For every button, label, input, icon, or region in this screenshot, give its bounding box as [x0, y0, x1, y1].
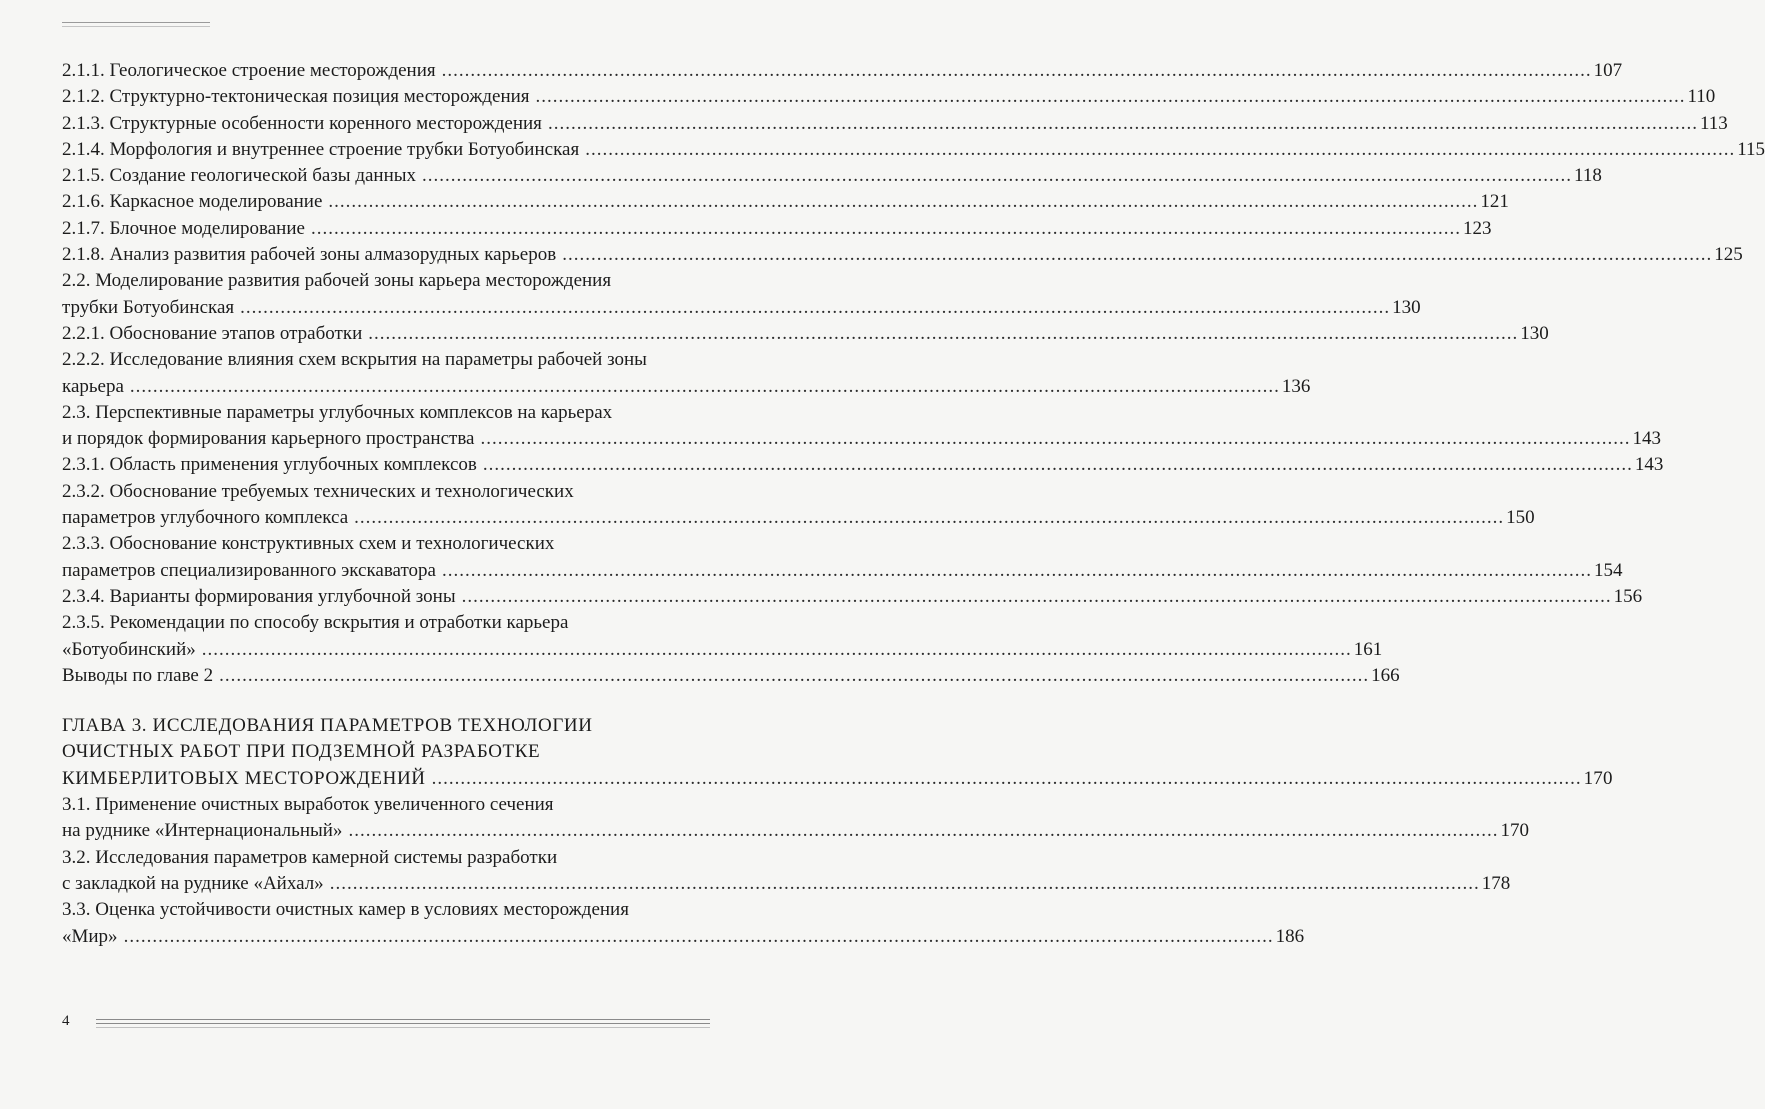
- toc-entry-title-line1: 2.2. Моделирование развития рабочей зоны карьера месторождения: [62, 270, 612, 292]
- toc-entry-title: 2.2.1. Обоснование этапов отработки: [62, 322, 363, 344]
- toc-entry-page: 143: [1634, 454, 1664, 476]
- toc-entry-title-line1: 3.3. Оценка устойчивости очистных камер в условиях месторождения: [62, 899, 629, 921]
- dot-leader: ........................................................................................................................................................................................................: [329, 872, 1480, 894]
- toc-entry[interactable]: [62, 58, 1623, 84]
- dot-leader: ........................................................................................................................................................................................................: [441, 60, 1592, 81]
- toc-entry-page: 118: [1574, 165, 1602, 187]
- toc-entry-title: с закладкой на руднике «Айхал»: [62, 872, 324, 894]
- table-of-contents: [62, 58, 1765, 950]
- dot-leader: ........................................................................................................................................................................................................: [310, 217, 1461, 239]
- toc-entry-title: 2.1.6. Каркасное моделирование: [62, 191, 323, 213]
- dot-leader: ........................................................................................................................................................................................................: [129, 375, 1280, 397]
- dot-leader: ........................................................................................................................................................................................................: [585, 138, 1736, 160]
- footer-rule: [96, 1019, 710, 1020]
- dot-leader: ........................................................................................................................................................................................................: [240, 296, 1391, 318]
- footer-rule: [96, 1027, 710, 1028]
- toc-entry-page: 161: [1353, 638, 1383, 660]
- toc-entry-page: 121: [1480, 191, 1509, 213]
- toc-entry-title: 2.1.1. Геологическое строение месторождения: [62, 60, 436, 81]
- toc-entry-title-line1: 3.1. Применение очистных выработок увеличенного сечения: [62, 794, 554, 816]
- chapter-heading-title: КИМБЕРЛИТОВЫХ МЕСТОРОЖДЕНИЙ: [62, 767, 426, 789]
- toc-entry-title: и порядок формирования карьерного пространства: [62, 428, 475, 450]
- toc-entry-title: 2.1.2. Структурно-тектоническая позиция месторождения: [62, 86, 530, 108]
- dot-leader: ........................................................................................................................................................................................................: [201, 638, 1352, 660]
- toc-entry-page: 115: [1737, 138, 1765, 160]
- toc-entry-page: 125: [1714, 244, 1743, 266]
- header-rule-secondary: [62, 26, 210, 27]
- toc-entry-page: 156: [1613, 585, 1643, 607]
- toc-entry-page: 178: [1481, 872, 1511, 894]
- toc-entry[interactable]: [62, 137, 1765, 163]
- footer-rule: [96, 1023, 710, 1024]
- dot-leader: ........................................................................................................................................................................................................: [219, 664, 1370, 686]
- toc-entry[interactable]: [62, 189, 1509, 215]
- chapter-heading[interactable]: [62, 713, 1613, 792]
- toc-entry-multiline[interactable]: [62, 792, 1529, 845]
- toc-entry-title-line1: 2.3.3. Обоснование конструктивных схем и технологических: [62, 533, 555, 555]
- toc-entry-multiline[interactable]: [62, 479, 1535, 532]
- toc-entry-multiline[interactable]: [62, 268, 1421, 321]
- toc-entry-title-line1: 2.2.2. Исследование влияния схем вскрытия на параметры рабочей зоны: [62, 349, 647, 371]
- toc-entry[interactable]: [62, 321, 1549, 347]
- toc-entry[interactable]: [62, 584, 1643, 610]
- toc-entry-page: 110: [1687, 86, 1716, 108]
- dot-leader: ........................................................................................................................................................................................................: [547, 112, 1698, 134]
- toc-entry-page: 186: [1275, 925, 1305, 947]
- toc-entry-multiline[interactable]: [62, 897, 1305, 950]
- toc-entry-title: 2.3.4. Варианты формирования углубочной зоны: [62, 585, 456, 607]
- toc-entry-multiline[interactable]: [62, 845, 1511, 898]
- chapter-heading-line1: ГЛАВА 3. ИССЛЕДОВАНИЯ ПАРАМЕТРОВ ТЕХНОЛОГИИ: [62, 715, 593, 737]
- dot-leader: ........................................................................................................................................................................................................: [368, 322, 1519, 344]
- toc-entry-title: карьера: [62, 375, 124, 397]
- toc-entry-multiline[interactable]: [62, 347, 1311, 400]
- toc-entry-page: 113: [1699, 112, 1728, 134]
- toc-entry-title: Выводы по главе 2: [62, 664, 214, 686]
- toc-entry-title: «Ботуобинский»: [62, 638, 196, 660]
- dot-leader: ........................................................................................................................................................................................................: [535, 86, 1686, 108]
- chapter-heading-line2: ОЧИСТНЫХ РАБОТ ПРИ ПОДЗЕМНОЙ РАЗРАБОТКЕ: [62, 741, 541, 763]
- toc-entry-multiline[interactable]: [62, 610, 1383, 663]
- dot-leader: ........................................................................................................................................................................................................: [431, 767, 1582, 789]
- toc-entry-title: параметров специализированного экскаватора: [62, 559, 436, 581]
- toc-entry-title: 2.1.8. Анализ развития рабочей зоны алмазорудных карьеров: [62, 244, 557, 266]
- toc-entry[interactable]: [62, 452, 1664, 478]
- toc-entry-title: трубки Ботуобинская: [62, 296, 235, 318]
- dot-leader: ........................................................................................................................................................................................................: [422, 165, 1573, 187]
- toc-entry-title: параметров углубочного комплекса: [62, 507, 349, 529]
- toc-entry[interactable]: [62, 111, 1728, 137]
- toc-entry-title-line1: 2.3.5. Рекомендации по способу вскрытия и отработки карьера: [62, 612, 569, 634]
- dot-leader: ........................................................................................................................................................................................................: [328, 191, 1479, 213]
- toc-entry-page: 130: [1520, 322, 1549, 344]
- dot-leader: ........................................................................................................................................................................................................: [354, 507, 1505, 529]
- toc-entry-title: 2.1.7. Блочное моделирование: [62, 217, 305, 239]
- toc-entry-page: 107: [1593, 60, 1623, 81]
- dot-leader: ........................................................................................................................................................................................................: [461, 585, 1612, 607]
- toc-entry-page: 170: [1500, 820, 1529, 842]
- toc-entry[interactable]: [62, 84, 1716, 110]
- toc-entry-page: 166: [1371, 664, 1400, 686]
- toc-entry-title-line1: 2.3.2. Обоснование требуемых технических и технологических: [62, 480, 574, 502]
- toc-entry-title: 2.1.3. Структурные особенности коренного месторождения: [62, 112, 542, 134]
- toc-entry-title: 2.1.4. Морфология и внутреннее строение трубки Ботуобинская: [62, 138, 580, 160]
- dot-leader: ........................................................................................................................................................................................................: [441, 559, 1592, 581]
- toc-entry-page: 154: [1593, 559, 1623, 581]
- toc-entry-title: 2.1.5. Создание геологической базы данных: [62, 165, 417, 187]
- toc-entry-page: 130: [1392, 296, 1421, 318]
- header-rule: [62, 22, 210, 23]
- toc-entry-multiline[interactable]: [62, 531, 1623, 584]
- dot-leader: ........................................................................................................................................................................................................: [123, 925, 1274, 947]
- toc-entry-title-line1: 2.3. Перспективные параметры углубочных комплексов на карьерах: [62, 401, 613, 423]
- toc-entry-title: «Мир»: [62, 925, 118, 947]
- toc-entry-title: 2.3.1. Область применения углубочных комплексов: [62, 454, 477, 476]
- dot-leader: ........................................................................................................................................................................................................: [562, 244, 1713, 266]
- toc-entry-page: 170: [1583, 767, 1613, 789]
- dot-leader: ........................................................................................................................................................................................................: [348, 820, 1499, 842]
- dot-leader: ........................................................................................................................................................................................................: [480, 428, 1631, 450]
- page-number: 4: [62, 1013, 70, 1029]
- toc-entry-page: 123: [1462, 217, 1492, 239]
- toc-entry-page: 150: [1506, 507, 1535, 529]
- toc-entry-multiline[interactable]: [62, 400, 1661, 453]
- toc-entry[interactable]: [62, 663, 1400, 689]
- toc-entry[interactable]: [62, 216, 1492, 242]
- dot-leader: ........................................................................................................................................................................................................: [482, 454, 1633, 476]
- toc-entry[interactable]: [62, 242, 1743, 268]
- toc-entry-page: 136: [1281, 375, 1311, 397]
- toc-entry-page: 143: [1632, 428, 1661, 450]
- toc-entry-title-line1: 3.2. Исследования параметров камерной системы разработки: [62, 846, 558, 868]
- toc-entry-title: на руднике «Интернациональный»: [62, 820, 343, 842]
- toc-entry[interactable]: [62, 163, 1602, 189]
